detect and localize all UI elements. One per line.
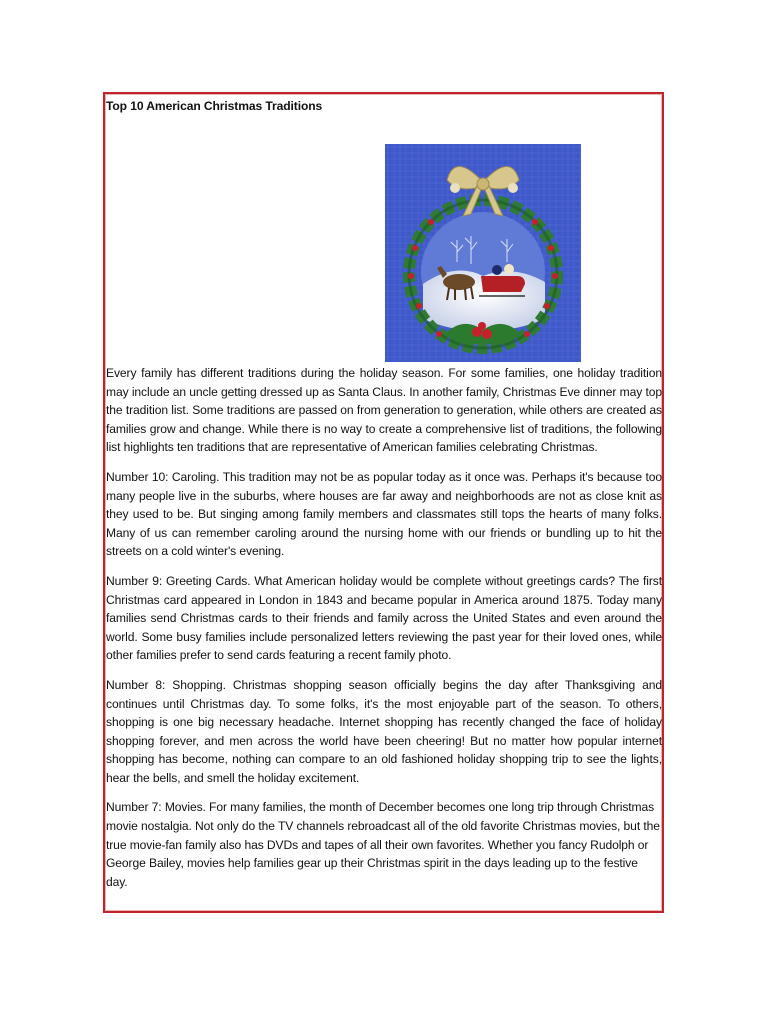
paragraph-number-10: Number 10: Caroling. This tradition may not be as popular today as it once was. Perhaps it's because too many people live in the suburbs, where houses are far away and neighborhoods are not as close knit as they used to be. But singing among family members and classmates still tops the hearts of many folks. Many of us can remember caroling around the nursing home with our friends or bundling up to hit the streets on a cold winter's evening.: [106, 469, 662, 559]
body-text: [106, 364, 662, 891]
paragraph-number-7: Number 7: Movies. For many families, the month of December becomes one long trip through Christmas movie nostalgia. Not only do the TV channels rebroadcast all of the old favorite Christmas movies, but the true movie-fan family also has DVDs and tapes of all their own favorites. Whether you fancy Rudolph or George Bailey, movies help families gear up their Christmas spirit in the days leading up to the festive day.: [106, 800, 660, 889]
paragraph-number-9: Number 9: Greeting Cards. What American holiday would be complete without greetings cards? The first Christmas card appeared in London in 1843 and became popular in America around 1875. Today many families send Christmas cards to their friends and family across the United States and even around the world. Some busy families include personalized letters reviewing the past year for their loved ones, while other families prefer to send cards featuring a recent family photo.: [106, 573, 662, 663]
picture-area: [106, 116, 662, 364]
document-title: Top 10 American Christmas Traditions: [106, 99, 323, 113]
intro-paragraph: Every family has different traditions during the holiday season. For some families, one holiday tradition may include an uncle getting dressed up as Santa Claus. In another family, Christmas Eve dinner may top the tradition list. Some traditions are passed on from generation to generation, while others are created as families grow and change. While there is no way to create a comprehensive list of traditions, the following list highlights ten traditions that are representative of American families celebrating Christmas.: [106, 366, 662, 455]
wreath-sleigh-illustration: [385, 144, 581, 362]
paragraph-number-8: Number 8: Shopping. Christmas shopping season officially begins the day after Thanksgiving and continues until Christmas day. To some folks, it's the most enjoyable part of the season. To others, shopping is one big necessary headache. Internet shopping has recently changed the face of holiday shopping forever, and men across the world have been cheering! But no matter how popular internet shopping has become, nothing can compare to an old fashioned holiday shopping trip to see the lights, hear the bells, and smell the holiday excitement.: [106, 677, 662, 785]
document-content: [106, 97, 662, 902]
